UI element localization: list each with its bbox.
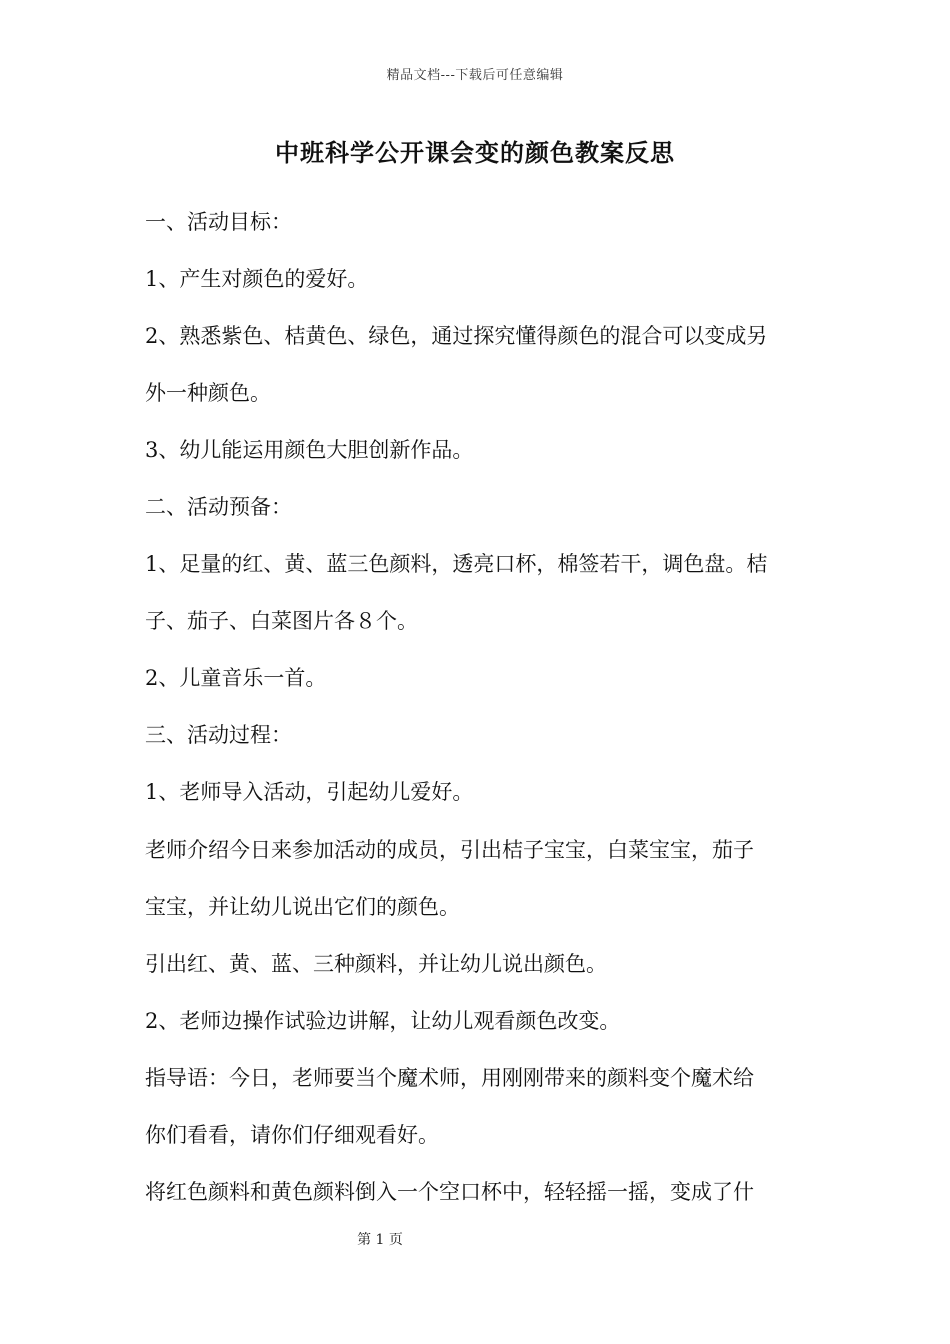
document-title: 中班科学公开课会变的颜色教案反思 <box>275 138 675 167</box>
paragraph-line: 将红色颜料和黄色颜料倒入一个空口杯中，轻轻摇一摇，变成了什 <box>145 1180 754 1204</box>
paragraph-line: 3、幼儿能运用颜色大胆创新作品。 <box>145 438 474 462</box>
paragraph-line: 宝宝，并让幼儿说出它们的颜色。 <box>145 895 460 919</box>
paragraph-line: 2、老师边操作试验边讲解，让幼儿观看颜色改变。 <box>145 1009 621 1033</box>
page-number: 第 1 页 <box>357 1232 403 1248</box>
paragraph-line: 1、足量的红、黄、蓝三色颜料，透亮口杯，棉签若干，调色盘。桔 <box>145 552 768 576</box>
paragraph-line: 老师介绍今日来参加活动的成员，引出桔子宝宝，白菜宝宝，茄子 <box>145 838 754 862</box>
paragraph-line: 外一种颜色。 <box>145 381 271 405</box>
paragraph-line: 引出红、黄、蓝、三种颜料，并让幼儿说出颜色。 <box>145 952 607 976</box>
paragraph-line: 2、熟悉紫色、桔黄色、绿色，通过探究懂得颜色的混合可以变成另 <box>145 324 768 348</box>
page-header: 精品文档---下载后可任意编辑 <box>386 68 564 83</box>
section-heading-process: 三、活动过程： <box>145 723 292 747</box>
paragraph-line: 1、产生对颜色的爱好。 <box>145 267 369 291</box>
paragraph-line: 2、儿童音乐一首。 <box>145 666 327 690</box>
paragraph-line: 子、茄子、白菜图片各８个。 <box>145 609 418 633</box>
paragraph-line: 指导语：今日，老师要当个魔术师，用刚刚带来的颜料变个魔术给 <box>145 1066 754 1090</box>
paragraph-line: 你们看看，请你们仔细观看好。 <box>145 1123 439 1147</box>
section-heading-preparation: 二、活动预备： <box>145 495 292 519</box>
section-heading-goals: 一、活动目标： <box>145 210 292 234</box>
paragraph-line: 1、老师导入活动，引起幼儿爱好。 <box>145 780 474 804</box>
